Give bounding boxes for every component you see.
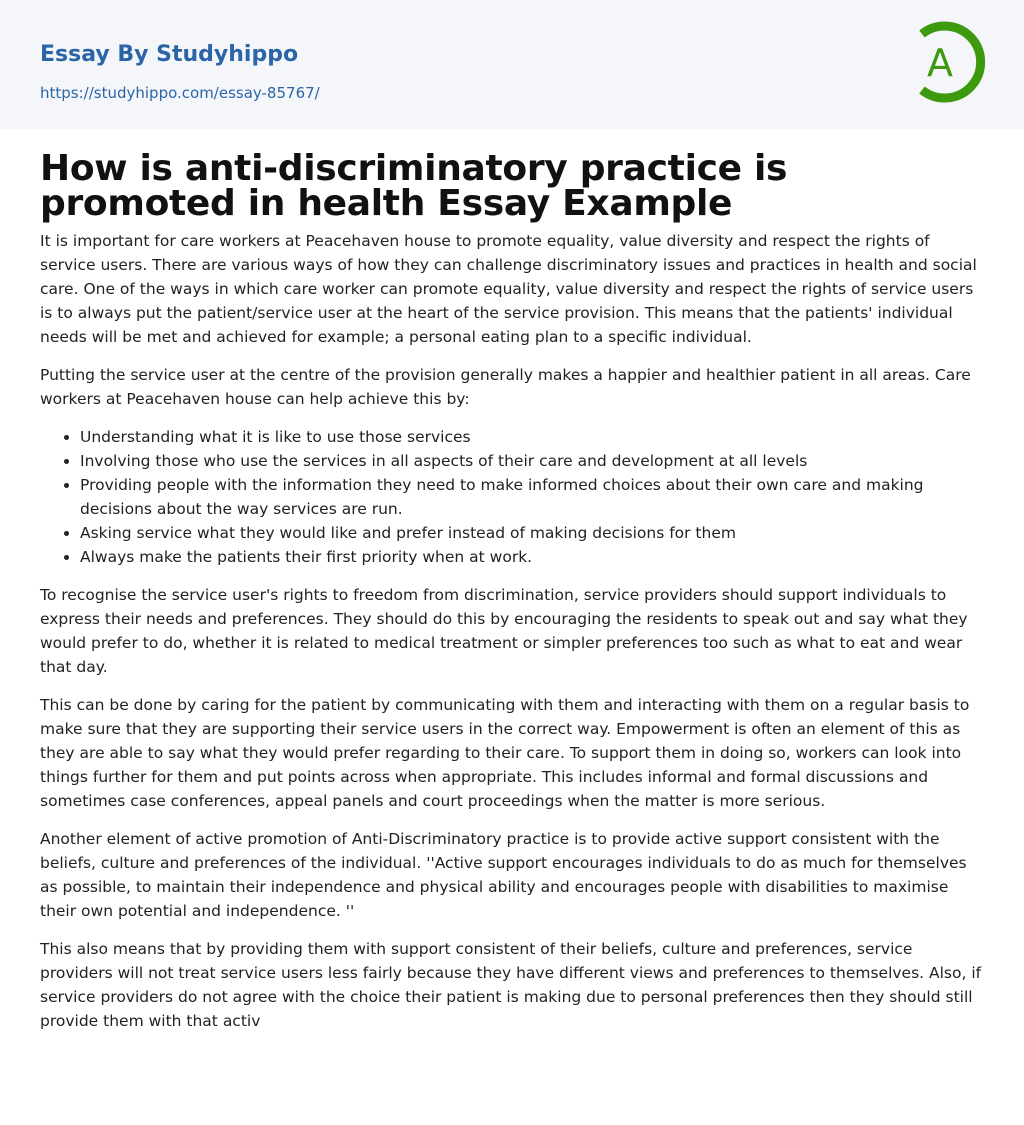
paragraph: To recognise the service user's rights to freedom from discrimination, service providers should support individuals to express their needs and preferences. They should do this by encouraging the residents to speak out and say what they would prefer to do, whether it is related to medical treatment or simpler preferences too such as what to eat and wear that day. xyxy=(40,586,968,676)
list-item: • Understanding what it is like to use those services xyxy=(80,425,984,449)
bullet-list xyxy=(40,425,984,569)
svg-text:A: A xyxy=(927,41,953,85)
list-item: • Providing people with the information they need to make informed choices about their own care and making decisions about the way services are run. xyxy=(80,473,984,521)
paragraph: Another element of active promotion of Anti-Discriminatory practice is to provide active support consistent with the beliefs, culture and preferences of the individual. ''Active support encourages individuals to do as much for themselves as possible, to maintain their independence and physical ability and encourages people with disabilities to maximise their own potential and independence. '' xyxy=(40,830,967,920)
brand-title[interactable]: Essay By Studyhippo xyxy=(40,42,299,67)
essay-content xyxy=(0,129,1024,1033)
list-item: • Involving those who use the services in all aspects of their care and development at all levels xyxy=(80,449,984,473)
paragraph: It is important for care workers at Peacehaven house to promote equality, value diversity and respect the rights of service users. There are various ways of how they can challenge discriminatory issues and practices in health and social care. One of the ways in which care worker can promote equality, value diversity and respect the rights of service users is to always put the patient/service user at the heart of the service provision. This means that the patients' individual needs will be met and achieved for example; a personal eating plan to a specific individual. xyxy=(40,232,977,346)
paragraph: Putting the service user at the centre of the provision generally makes a happier and healthier patient in all areas. Care workers at Peacehaven house can help achieve this by: xyxy=(40,366,971,408)
site-header xyxy=(0,0,1024,129)
essay-url-link[interactable]: https://studyhippo.com/essay-85767/ xyxy=(40,84,320,102)
paragraph: This can be done by caring for the patient by communicating with them and interacting with them on a regular basis to make sure that they are supporting their service users in the correct way. Empowerment is often an element of this as they are able to say what they would prefer regarding to their care. To support them in doing so, workers can look into things further for them and put points across when appropriate. This includes informal and formal discussions and sometimes case conferences, appeal panels and court proceedings when the matter is more serious. xyxy=(40,696,970,810)
list-item: • Always make the patients their first priority when at work. xyxy=(80,545,984,569)
list-item: • Asking service what they would like and prefer instead of making decisions for them xyxy=(80,521,984,545)
paragraph: This also means that by providing them with support consistent of their beliefs, culture and preferences, service providers will not treat service users less fairly because they have different views and preferences to themselves. Also, if service providers do not agree with the choice their patient is making due to personal preferences then they should still provide them with that activ xyxy=(40,940,982,1030)
page-title: How is anti-discriminatory practice is promoted in health Essay Example xyxy=(40,148,788,224)
studyhippo-logo-icon[interactable] xyxy=(912,20,986,104)
